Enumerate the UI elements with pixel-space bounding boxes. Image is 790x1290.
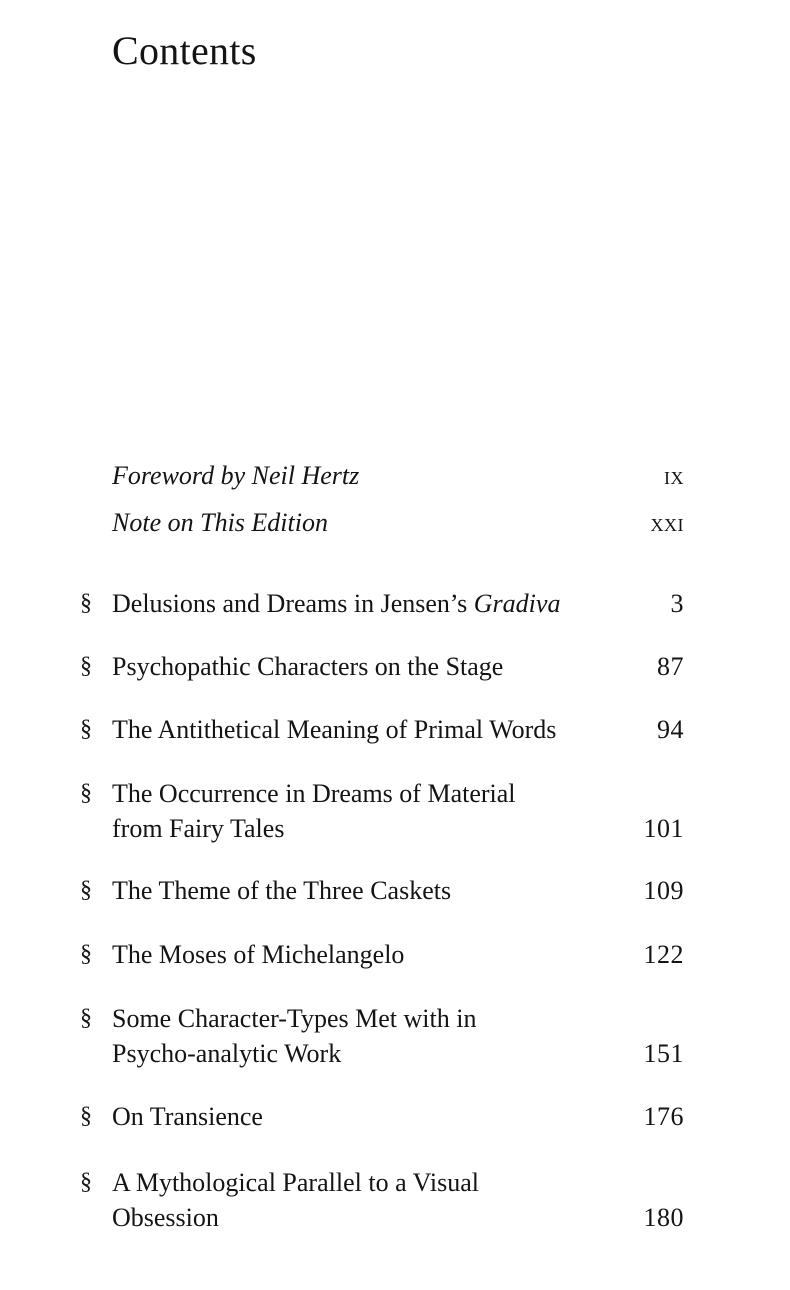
toc-entry-page: 109 — [643, 876, 684, 905]
toc-entry-title-line: The Occurrence in Dreams of Material — [112, 779, 516, 808]
toc-entry-title-line: Psycho-analytic Work — [112, 1039, 342, 1068]
toc-entry-note — [0, 505, 790, 540]
toc-entry-title — [112, 1165, 612, 1235]
toc-entry — [0, 649, 790, 684]
toc-entry — [0, 1001, 790, 1071]
toc-entry-page: 122 — [643, 940, 684, 969]
toc-entry-title — [112, 873, 612, 908]
toc-entry-title — [112, 712, 612, 747]
section-mark-icon: § — [80, 716, 92, 742]
toc-entry-title-line: A Mythological Parallel to a Visual — [112, 1168, 479, 1197]
toc-entry-title-text: Delusions and Dreams in Jensen’s — [112, 589, 474, 618]
section-mark-icon: § — [80, 941, 92, 967]
toc-entry — [0, 586, 790, 621]
toc-entry-title-line: Psychopathic Characters on the Stage — [112, 652, 504, 681]
toc-entry — [0, 776, 790, 846]
toc-entry-page: 176 — [643, 1102, 684, 1131]
toc-entry-title — [112, 776, 612, 846]
toc-entry-page: 101 — [643, 814, 684, 843]
toc-entry-title — [112, 649, 612, 684]
toc-entry-title-line: Obsession — [112, 1203, 219, 1232]
section-mark-icon: § — [80, 780, 92, 806]
section-mark-icon: § — [80, 1103, 92, 1129]
toc-entry-page: 94 — [657, 715, 684, 744]
toc-entry-title-line: Some Character-Types Met with in — [112, 1004, 477, 1033]
toc-entry — [0, 937, 790, 972]
toc-entry-page: 87 — [657, 652, 684, 681]
toc-entry-page: 3 — [670, 589, 684, 618]
toc-entry-page: 180 — [643, 1203, 684, 1232]
page-title: Contents — [112, 28, 257, 73]
toc-entry-page: 151 — [643, 1039, 684, 1068]
toc-entry-foreword — [0, 458, 790, 493]
toc-entry-title-line: The Antithetical Meaning of Primal Words — [112, 715, 557, 744]
section-mark-icon: § — [80, 1169, 92, 1195]
toc-entry-title-line: The Moses of Michelangelo — [112, 940, 405, 969]
section-mark-icon: § — [80, 1005, 92, 1031]
toc-entry-title-line: Note on This Edition — [112, 508, 328, 537]
toc-entry-page: ix — [664, 461, 684, 490]
toc-entry-title-italic: Gradiva — [473, 589, 561, 618]
toc-entry-title-line — [112, 586, 612, 621]
section-mark-icon: § — [80, 653, 92, 679]
toc-entry-title-line: On Transience — [112, 1102, 263, 1131]
toc-entry — [0, 873, 790, 908]
toc-entry-title-line: Foreword by Neil Hertz — [112, 461, 360, 490]
toc-entry-title — [112, 1099, 612, 1134]
toc-entry-title — [112, 1001, 612, 1071]
section-mark-icon: § — [80, 877, 92, 903]
toc-entry-page: xxi — [650, 508, 684, 537]
toc-entry-title-line: The Theme of the Three Caskets — [112, 876, 452, 905]
toc-entry-title — [112, 937, 612, 972]
toc-entry-title — [112, 458, 612, 493]
section-mark-icon: § — [80, 590, 92, 616]
toc-entry-title-line: from Fairy Tales — [112, 814, 285, 843]
toc-entry — [0, 1165, 790, 1235]
toc-entry-title — [112, 586, 612, 621]
toc-entry — [0, 1099, 790, 1134]
toc-entry-title — [112, 505, 612, 540]
toc-entry — [0, 712, 790, 747]
